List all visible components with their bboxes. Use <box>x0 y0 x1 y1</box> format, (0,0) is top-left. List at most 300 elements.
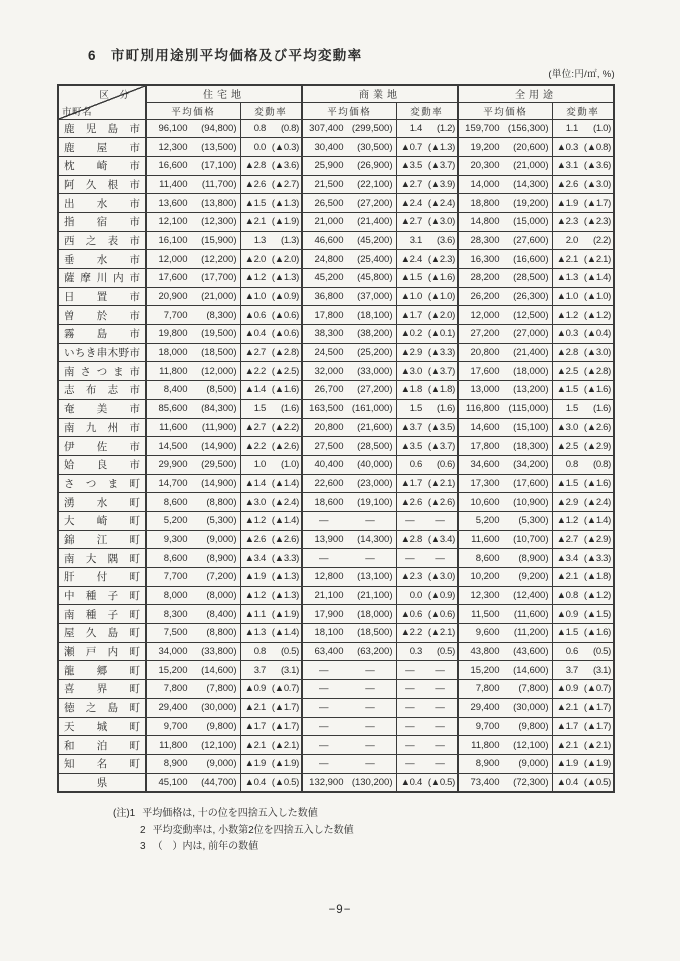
municipality-name: 天城町 <box>58 717 146 736</box>
commercial-rate-cell: 0.3 (0.5) <box>396 642 458 661</box>
table-row <box>58 624 614 643</box>
municipality-name: 肝付町 <box>58 568 146 587</box>
alluse-rate-cell: ▲2.7 (▲2.9) <box>552 530 614 549</box>
commercial-rate-cell: 1.5 (1.6) <box>396 399 458 418</box>
alluse-price-cell: 20,300 (21,000) <box>458 156 552 175</box>
residential-rate-cell: ▲2.6 (▲2.6) <box>240 530 302 549</box>
residential-rate-cell: 3.7 (3.1) <box>240 661 302 680</box>
residential-price-cell: 9,300 (9,000) <box>146 530 240 549</box>
commercial-rate-cell: — — <box>396 680 458 699</box>
residential-price-cell: 34,000 (33,800) <box>146 642 240 661</box>
residential-price-cell: 13,600 (13,800) <box>146 194 240 213</box>
alluse-rate-cell: 3.7 (3.1) <box>552 661 614 680</box>
commercial-price-cell: 24,800 (25,400) <box>302 250 396 269</box>
residential-price-cell: 15,200 (14,600) <box>146 661 240 680</box>
alluse-price-cell: 17,600 (18,000) <box>458 362 552 381</box>
municipality-name: 大崎町 <box>58 511 146 530</box>
municipality-name: 出水市 <box>58 194 146 213</box>
alluse-rate-cell: ▲3.1 (▲3.6) <box>552 156 614 175</box>
alluse-price-cell: 12,300 (12,400) <box>458 586 552 605</box>
municipality-name: 南大隅町 <box>58 549 146 568</box>
table-row <box>58 343 614 362</box>
alluse-rate-cell: 1.5 (1.6) <box>552 399 614 418</box>
municipality-name: 龍郷町 <box>58 661 146 680</box>
alluse-price-cell: 12,000 (12,500) <box>458 306 552 325</box>
commercial-price-cell: 163,500 (161,000) <box>302 399 396 418</box>
alluse-rate-cell: ▲0.8 (▲1.2) <box>552 586 614 605</box>
alluse-rate-cell: ▲1.5 (▲1.6) <box>552 624 614 643</box>
commercial-price-cell: 307,400 (299,500) <box>302 119 396 138</box>
corner-header-cell <box>58 85 146 119</box>
alluse-price-cell: 20,800 (21,400) <box>458 343 552 362</box>
table-row <box>58 362 614 381</box>
residential-price-cell: 18,000 (18,500) <box>146 343 240 362</box>
residential-rate-cell: ▲1.2 (▲1.4) <box>240 511 302 530</box>
municipality-name: 湧水町 <box>58 493 146 512</box>
table-row <box>58 754 614 773</box>
subheader-alluse-price: 平均価格 <box>458 102 552 119</box>
municipality-name: 霧島市 <box>58 325 146 344</box>
commercial-price-cell: 24,500 (25,200) <box>302 343 396 362</box>
subheader-residential-price: 平均価格 <box>146 102 240 119</box>
commercial-price-cell: 45,200 (45,800) <box>302 269 396 288</box>
note-row <box>113 823 354 840</box>
commercial-rate-cell: — — <box>396 661 458 680</box>
alluse-price-cell: 16,300 (16,600) <box>458 250 552 269</box>
residential-price-cell: 7,700 (7,200) <box>146 568 240 587</box>
alluse-rate-cell: ▲2.1 (▲2.1) <box>552 250 614 269</box>
group-header-residential: 住宅地 <box>146 85 302 102</box>
commercial-price-cell: 13,900 (14,300) <box>302 530 396 549</box>
table-row <box>58 605 614 624</box>
table-row <box>58 773 614 792</box>
commercial-rate-cell: ▲2.6 (▲2.6) <box>396 493 458 512</box>
commercial-rate-cell: ▲1.8 (▲1.8) <box>396 381 458 400</box>
residential-price-cell: 85,600 (84,300) <box>146 399 240 418</box>
table-row <box>58 231 614 250</box>
commercial-rate-cell: 3.1 (3.6) <box>396 231 458 250</box>
residential-rate-cell: ▲2.1 (▲1.7) <box>240 698 302 717</box>
commercial-price-cell: 26,500 (27,200) <box>302 194 396 213</box>
residential-price-cell: 14,700 (14,900) <box>146 474 240 493</box>
corner-label-kubun: 区 分 <box>99 90 133 101</box>
municipality-name: 喜界町 <box>58 680 146 699</box>
residential-rate-cell: ▲1.5 (▲1.3) <box>240 194 302 213</box>
commercial-price-cell: 30,400 (30,500) <box>302 138 396 157</box>
residential-price-cell: 17,600 (17,700) <box>146 269 240 288</box>
subheader-commercial-rate: 変動率 <box>396 102 458 119</box>
municipality-name: さつま町 <box>58 474 146 493</box>
notes <box>113 806 354 856</box>
table-body <box>58 119 614 792</box>
alluse-rate-cell: ▲1.0 (▲1.0) <box>552 287 614 306</box>
section-number: 6 <box>88 48 97 63</box>
table-row <box>58 250 614 269</box>
municipality-name: 南九州市 <box>58 418 146 437</box>
price-table <box>57 84 615 793</box>
residential-rate-cell: ▲1.1 (▲1.9) <box>240 605 302 624</box>
table-row <box>58 175 614 194</box>
table-row <box>58 156 614 175</box>
table-row <box>58 549 614 568</box>
alluse-price-cell: 14,000 (14,300) <box>458 175 552 194</box>
residential-rate-cell: ▲1.4 (▲1.4) <box>240 474 302 493</box>
note-prefix: (注)1 <box>113 808 136 819</box>
subheader-alluse-rate: 変動率 <box>552 102 614 119</box>
alluse-rate-cell: ▲1.2 (▲1.4) <box>552 511 614 530</box>
commercial-price-cell: 25,900 (26,900) <box>302 156 396 175</box>
residential-rate-cell: ▲0.6 (▲0.6) <box>240 306 302 325</box>
commercial-rate-cell: ▲1.0 (▲1.0) <box>396 287 458 306</box>
table-row <box>58 138 614 157</box>
alluse-rate-cell: ▲0.9 (▲1.5) <box>552 605 614 624</box>
municipality-name: 瀬戸内町 <box>58 642 146 661</box>
alluse-price-cell: 13,000 (13,200) <box>458 381 552 400</box>
commercial-price-cell: 32,000 (33,000) <box>302 362 396 381</box>
note-prefix: 3 <box>140 841 146 852</box>
alluse-rate-cell: ▲3.4 (▲3.3) <box>552 549 614 568</box>
residential-rate-cell: ▲1.0 (▲0.9) <box>240 287 302 306</box>
residential-price-cell: 29,400 (30,000) <box>146 698 240 717</box>
commercial-rate-cell: — — <box>396 698 458 717</box>
municipality-name: 屋久島町 <box>58 624 146 643</box>
note-text: （ ）内は, 前年の数値 <box>152 841 259 852</box>
commercial-price-cell: 46,600 (45,200) <box>302 231 396 250</box>
commercial-rate-cell: — — <box>396 754 458 773</box>
table-row <box>58 530 614 549</box>
commercial-price-cell: 22,600 (23,000) <box>302 474 396 493</box>
residential-rate-cell: 0.8 (0.8) <box>240 119 302 138</box>
residential-rate-cell: ▲1.3 (▲1.4) <box>240 624 302 643</box>
table-row <box>58 437 614 456</box>
table-row <box>58 455 614 474</box>
alluse-price-cell: 10,200 (9,200) <box>458 568 552 587</box>
note-row <box>113 806 354 823</box>
commercial-price-cell: 132,900 (130,200) <box>302 773 396 792</box>
residential-price-cell: 7,500 (8,800) <box>146 624 240 643</box>
alluse-price-cell: 8,900 (9,000) <box>458 754 552 773</box>
commercial-price-cell: 40,400 (40,000) <box>302 455 396 474</box>
commercial-rate-cell: ▲3.5 (▲3.7) <box>396 156 458 175</box>
residential-rate-cell: ▲1.9 (▲1.9) <box>240 754 302 773</box>
residential-rate-cell: 0.0 (▲0.3) <box>240 138 302 157</box>
municipality-name: 指宿市 <box>58 212 146 231</box>
municipality-name: 錦江町 <box>58 530 146 549</box>
commercial-price-cell: — — <box>302 717 396 736</box>
commercial-price-cell: 38,300 (38,200) <box>302 325 396 344</box>
residential-price-cell: 11,800 (12,100) <box>146 736 240 755</box>
commercial-rate-cell: — — <box>396 549 458 568</box>
municipality-name: 和泊町 <box>58 736 146 755</box>
unit-label: (単位:円/㎡, %) <box>548 69 615 80</box>
commercial-rate-cell: ▲3.0 (▲3.7) <box>396 362 458 381</box>
section-title-text: 市町別用途別平均価格及び平均変動率 <box>110 48 363 63</box>
municipality-name: 奄美市 <box>58 399 146 418</box>
subheader-commercial-price: 平均価格 <box>302 102 396 119</box>
residential-rate-cell: 1.3 (1.3) <box>240 231 302 250</box>
residential-rate-cell: ▲2.1 (▲2.1) <box>240 736 302 755</box>
commercial-price-cell: 63,400 (63,200) <box>302 642 396 661</box>
table-row <box>58 269 614 288</box>
table-row <box>58 568 614 587</box>
residential-price-cell: 7,700 (8,300) <box>146 306 240 325</box>
residential-price-cell: 14,500 (14,900) <box>146 437 240 456</box>
commercial-rate-cell: ▲1.5 (▲1.6) <box>396 269 458 288</box>
table-row <box>58 511 614 530</box>
commercial-price-cell: 12,800 (13,100) <box>302 568 396 587</box>
residential-rate-cell: ▲0.4 (▲0.6) <box>240 325 302 344</box>
municipality-name: 曽於市 <box>58 306 146 325</box>
residential-rate-cell: ▲2.8 (▲3.6) <box>240 156 302 175</box>
commercial-rate-cell: ▲1.7 (▲2.1) <box>396 474 458 493</box>
alluse-price-cell: 34,600 (34,200) <box>458 455 552 474</box>
residential-rate-cell: ▲2.2 (▲2.6) <box>240 437 302 456</box>
alluse-rate-cell: ▲2.5 (▲2.8) <box>552 362 614 381</box>
commercial-rate-cell: ▲2.8 (▲3.4) <box>396 530 458 549</box>
residential-rate-cell: ▲1.2 (▲1.3) <box>240 269 302 288</box>
alluse-rate-cell: ▲2.3 (▲2.3) <box>552 212 614 231</box>
alluse-price-cell: 14,600 (15,100) <box>458 418 552 437</box>
alluse-rate-cell: ▲1.9 (▲1.9) <box>552 754 614 773</box>
municipality-name: 西之表市 <box>58 231 146 250</box>
alluse-price-cell: 11,500 (11,600) <box>458 605 552 624</box>
alluse-price-cell: 15,200 (14,600) <box>458 661 552 680</box>
table-row <box>58 119 614 138</box>
commercial-price-cell: 27,500 (28,500) <box>302 437 396 456</box>
municipality-name: 徳之島町 <box>58 698 146 717</box>
municipality-name: 鹿児島市 <box>58 119 146 138</box>
commercial-rate-cell: — — <box>396 511 458 530</box>
residential-price-cell: 5,200 (5,300) <box>146 511 240 530</box>
group-header-row <box>58 85 614 102</box>
table-row <box>58 194 614 213</box>
municipality-name: 姶良市 <box>58 455 146 474</box>
commercial-rate-cell: 1.4 (1.2) <box>396 119 458 138</box>
commercial-rate-cell: ▲2.7 (▲3.9) <box>396 175 458 194</box>
table-row <box>58 399 614 418</box>
alluse-price-cell: 73,400 (72,300) <box>458 773 552 792</box>
commercial-rate-cell: ▲3.7 (▲3.5) <box>396 418 458 437</box>
residential-price-cell: 8,400 (8,500) <box>146 381 240 400</box>
table-row <box>58 474 614 493</box>
table-row <box>58 642 614 661</box>
alluse-price-cell: 14,800 (15,000) <box>458 212 552 231</box>
residential-rate-cell: ▲0.9 (▲0.7) <box>240 680 302 699</box>
alluse-rate-cell: ▲0.3 (▲0.8) <box>552 138 614 157</box>
commercial-rate-cell: ▲2.7 (▲3.0) <box>396 212 458 231</box>
commercial-price-cell: — — <box>302 511 396 530</box>
commercial-rate-cell: ▲0.2 (▲0.1) <box>396 325 458 344</box>
commercial-rate-cell: ▲0.6 (▲0.6) <box>396 605 458 624</box>
municipality-name: 垂水市 <box>58 250 146 269</box>
commercial-price-cell: 18,600 (19,100) <box>302 493 396 512</box>
commercial-price-cell: 18,100 (18,500) <box>302 624 396 643</box>
alluse-rate-cell: ▲1.5 (▲1.6) <box>552 381 614 400</box>
alluse-price-cell: 9,700 (9,800) <box>458 717 552 736</box>
residential-price-cell: 11,400 (11,700) <box>146 175 240 194</box>
residential-rate-cell: ▲2.0 (▲2.0) <box>240 250 302 269</box>
alluse-rate-cell: ▲0.3 (▲0.4) <box>552 325 614 344</box>
table-row <box>58 212 614 231</box>
alluse-price-cell: 7,800 (7,800) <box>458 680 552 699</box>
commercial-price-cell: — — <box>302 754 396 773</box>
residential-price-cell: 8,900 (9,000) <box>146 754 240 773</box>
municipality-name: 伊佐市 <box>58 437 146 456</box>
alluse-rate-cell: 0.8 (0.8) <box>552 455 614 474</box>
note-text: 平均変動率は, 小数第2位を四捨五入した数値 <box>152 824 354 836</box>
alluse-rate-cell: 0.6 (0.5) <box>552 642 614 661</box>
residential-rate-cell: ▲1.4 (▲1.6) <box>240 381 302 400</box>
alluse-rate-cell: ▲2.1 (▲1.7) <box>552 698 614 717</box>
commercial-rate-cell: ▲2.3 (▲3.0) <box>396 568 458 587</box>
municipality-name: 阿久根市 <box>58 175 146 194</box>
alluse-price-cell: 19,200 (20,600) <box>458 138 552 157</box>
residential-price-cell: 8,600 (8,800) <box>146 493 240 512</box>
table-row <box>58 493 614 512</box>
alluse-price-cell: 8,600 (8,900) <box>458 549 552 568</box>
residential-price-cell: 16,600 (17,100) <box>146 156 240 175</box>
alluse-price-cell: 28,200 (28,500) <box>458 269 552 288</box>
subheader-residential-rate: 変動率 <box>240 102 302 119</box>
residential-price-cell: 7,800 (7,800) <box>146 680 240 699</box>
municipality-name: 中種子町 <box>58 586 146 605</box>
alluse-rate-cell: ▲2.9 (▲2.4) <box>552 493 614 512</box>
commercial-price-cell: 21,500 (22,100) <box>302 175 396 194</box>
alluse-price-cell: 9,600 (11,200) <box>458 624 552 643</box>
alluse-price-cell: 10,600 (10,900) <box>458 493 552 512</box>
residential-price-cell: 29,900 (29,500) <box>146 455 240 474</box>
alluse-price-cell: 116,800 (115,000) <box>458 399 552 418</box>
municipality-name: 志布志市 <box>58 381 146 400</box>
page-number: −9− <box>328 904 352 916</box>
alluse-rate-cell: ▲2.8 (▲3.0) <box>552 343 614 362</box>
table-row <box>58 325 614 344</box>
alluse-price-cell: 159,700 (156,300) <box>458 119 552 138</box>
alluse-rate-cell: ▲1.9 (▲1.7) <box>552 194 614 213</box>
alluse-price-cell: 11,600 (10,700) <box>458 530 552 549</box>
residential-price-cell: 8,000 (8,000) <box>146 586 240 605</box>
commercial-rate-cell: ▲3.5 (▲3.7) <box>396 437 458 456</box>
residential-rate-cell: 1.5 (1.6) <box>240 399 302 418</box>
table-row <box>58 661 614 680</box>
alluse-rate-cell: ▲2.5 (▲2.9) <box>552 437 614 456</box>
commercial-rate-cell: ▲2.4 (▲2.4) <box>396 194 458 213</box>
alluse-rate-cell: 1.1 (1.0) <box>552 119 614 138</box>
commercial-rate-cell: 0.0 (▲0.9) <box>396 586 458 605</box>
table-row <box>58 736 614 755</box>
residential-price-cell: 11,600 (11,900) <box>146 418 240 437</box>
commercial-price-cell: 26,700 (27,200) <box>302 381 396 400</box>
table-row <box>58 418 614 437</box>
alluse-rate-cell: ▲0.4 (▲0.5) <box>552 773 614 792</box>
residential-price-cell: 8,600 (8,900) <box>146 549 240 568</box>
alluse-price-cell: 28,300 (27,600) <box>458 231 552 250</box>
table-row <box>58 306 614 325</box>
commercial-price-cell: 21,000 (21,400) <box>302 212 396 231</box>
residential-price-cell: 16,100 (15,900) <box>146 231 240 250</box>
corner-label-shichomei: 市町名 <box>62 106 93 118</box>
alluse-price-cell: 11,800 (12,100) <box>458 736 552 755</box>
municipality-name: 日置市 <box>58 287 146 306</box>
residential-price-cell: 9,700 (9,800) <box>146 717 240 736</box>
table-row <box>58 698 614 717</box>
residential-rate-cell: ▲2.2 (▲2.5) <box>240 362 302 381</box>
residential-rate-cell: ▲2.6 (▲2.7) <box>240 175 302 194</box>
alluse-price-cell: 27,200 (27,000) <box>458 325 552 344</box>
municipality-name: 南種子町 <box>58 605 146 624</box>
alluse-rate-cell: ▲1.5 (▲1.6) <box>552 474 614 493</box>
municipality-name: 枕崎市 <box>58 156 146 175</box>
alluse-rate-cell: ▲2.6 (▲3.0) <box>552 175 614 194</box>
table-row <box>58 287 614 306</box>
alluse-price-cell: 18,800 (19,200) <box>458 194 552 213</box>
alluse-price-cell: 17,800 (18,300) <box>458 437 552 456</box>
municipality-name: 薩摩川内市 <box>58 269 146 288</box>
page-title <box>88 44 362 64</box>
residential-rate-cell: 1.0 (1.0) <box>240 455 302 474</box>
commercial-price-cell: 21,100 (21,100) <box>302 586 396 605</box>
commercial-price-cell: — — <box>302 698 396 717</box>
residential-price-cell: 12,100 (12,300) <box>146 212 240 231</box>
commercial-rate-cell: — — <box>396 736 458 755</box>
commercial-rate-cell: ▲2.4 (▲2.3) <box>396 250 458 269</box>
commercial-price-cell: — — <box>302 661 396 680</box>
commercial-price-cell: — — <box>302 736 396 755</box>
alluse-price-cell: 26,200 (26,300) <box>458 287 552 306</box>
commercial-rate-cell: ▲2.9 (▲3.3) <box>396 343 458 362</box>
commercial-price-cell: 20,800 (21,600) <box>302 418 396 437</box>
municipality-name: 南さつま市 <box>58 362 146 381</box>
group-header-commercial: 商業地 <box>302 85 458 102</box>
commercial-price-cell: 17,800 (18,100) <box>302 306 396 325</box>
table-row <box>58 381 614 400</box>
alluse-price-cell: 17,300 (17,600) <box>458 474 552 493</box>
residential-rate-cell: ▲0.4 (▲0.5) <box>240 773 302 792</box>
municipality-name: 知名町 <box>58 754 146 773</box>
commercial-rate-cell: ▲1.7 (▲2.0) <box>396 306 458 325</box>
commercial-price-cell: 36,800 (37,000) <box>302 287 396 306</box>
residential-price-cell: 45,100 (44,700) <box>146 773 240 792</box>
commercial-rate-cell: ▲0.7 (▲1.3) <box>396 138 458 157</box>
alluse-rate-cell: ▲2.1 (▲1.8) <box>552 568 614 587</box>
alluse-rate-cell: ▲1.7 (▲1.7) <box>552 717 614 736</box>
residential-price-cell: 11,800 (12,000) <box>146 362 240 381</box>
table-header <box>58 85 614 119</box>
alluse-rate-cell: ▲0.9 (▲0.7) <box>552 680 614 699</box>
table-row <box>58 680 614 699</box>
residential-price-cell: 12,300 (13,500) <box>146 138 240 157</box>
note-prefix: 2 <box>140 824 146 836</box>
residential-price-cell: 12,000 (12,200) <box>146 250 240 269</box>
municipality-name: 鹿屋市 <box>58 138 146 157</box>
commercial-rate-cell: ▲2.2 (▲2.1) <box>396 624 458 643</box>
municipality-name: いちき串木野市 <box>58 343 146 362</box>
note-text: 平均価格は, 十の位を四捨五入した数値 <box>142 808 318 819</box>
commercial-price-cell: 17,900 (18,000) <box>302 605 396 624</box>
residential-rate-cell: ▲3.0 (▲2.4) <box>240 493 302 512</box>
residential-rate-cell: ▲2.1 (▲1.9) <box>240 212 302 231</box>
alluse-price-cell: 43,800 (43,600) <box>458 642 552 661</box>
table-row <box>58 586 614 605</box>
group-header-alluse: 全用途 <box>458 85 614 102</box>
residential-rate-cell: ▲1.2 (▲1.3) <box>240 586 302 605</box>
commercial-price-cell: — — <box>302 549 396 568</box>
residential-price-cell: 20,900 (21,000) <box>146 287 240 306</box>
commercial-rate-cell: 0.6 (0.6) <box>396 455 458 474</box>
residential-rate-cell: ▲1.7 (▲1.7) <box>240 717 302 736</box>
alluse-rate-cell: ▲1.2 (▲1.2) <box>552 306 614 325</box>
alluse-price-cell: 29,400 (30,000) <box>458 698 552 717</box>
